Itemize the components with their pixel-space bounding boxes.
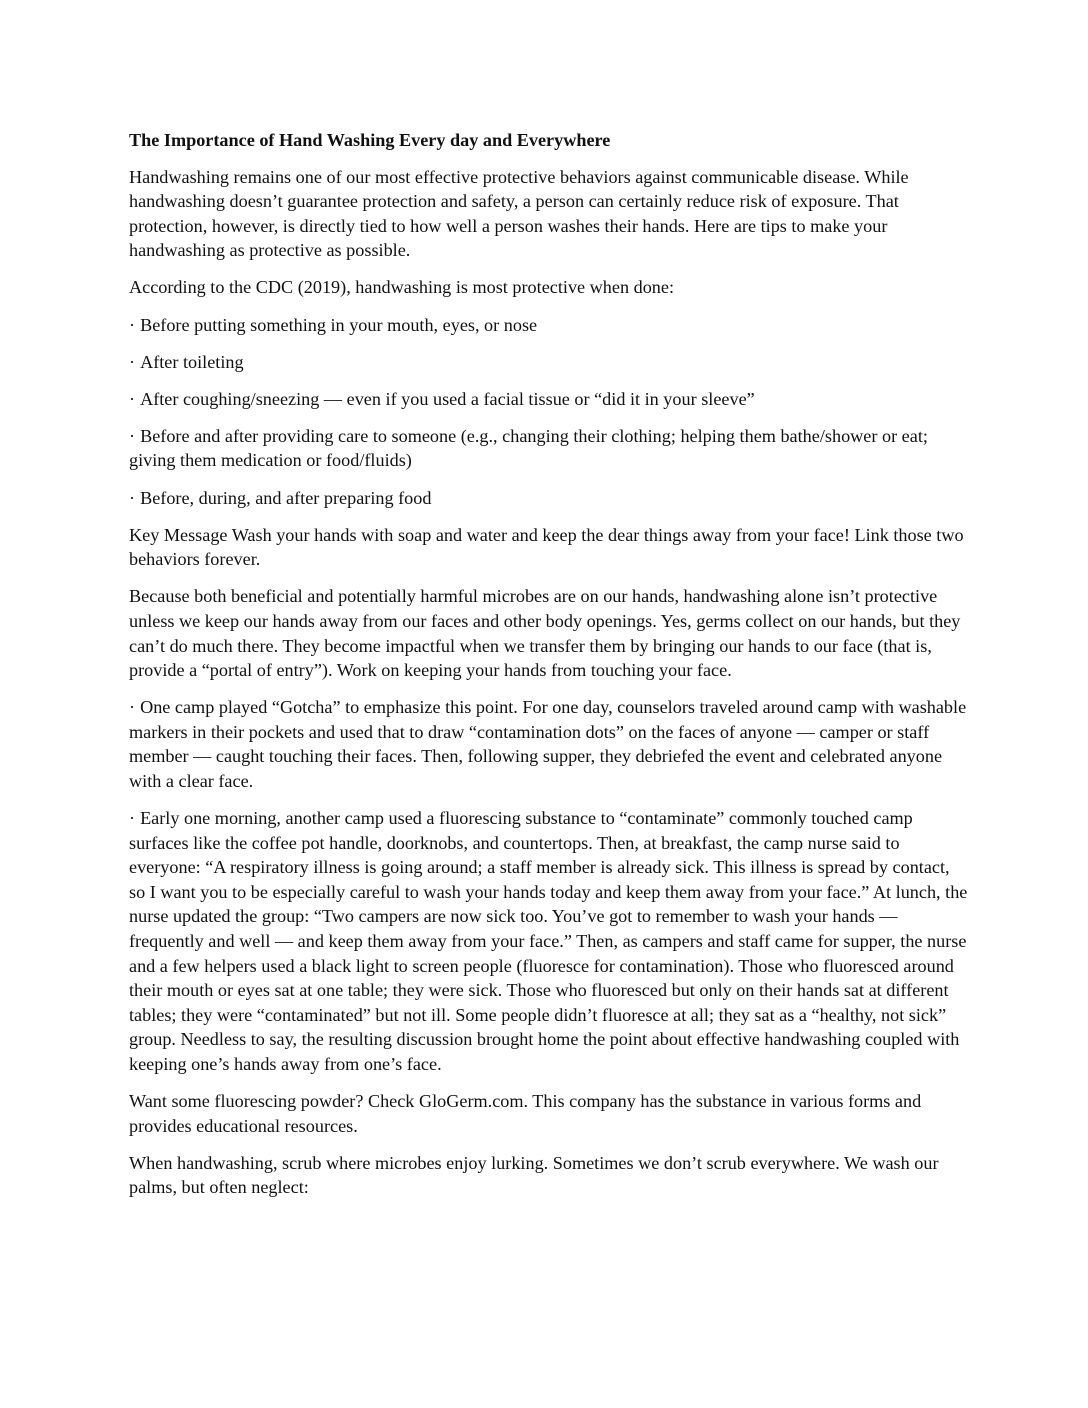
- bullet-marker: ·: [129, 487, 136, 508]
- cdc-bullet-text: After toileting: [140, 351, 244, 372]
- bullet-marker: ·: [129, 351, 136, 372]
- bullet-marker: ·: [129, 388, 136, 409]
- scrub-paragraph: When handwashing, scrub where microbes enjoy lurking. Sometimes we don’t scrub everywhere. We wash our palms, but often neglect:: [129, 1152, 939, 1198]
- cdc-bullet-text: After coughing/sneezing — even if you used a facial tissue or “did it in your sleeve”: [140, 388, 755, 409]
- intro-paragraph: Handwashing remains one of our most effective protective behaviors against communicable disease. While handwashing doesn’t guarantee protection and safety, a person can certainly reduce risk of exposure. That protection, however, is directly tied to how well a person washes their hands. Here are tips to make your handwashing as protective as possible.: [129, 166, 909, 261]
- powder-paragraph: Want some fluorescing powder? Check GloGerm.com. This company has the substance in various forms and provides educational resources.: [129, 1091, 922, 1136]
- cdc-bullet-text: Before, during, and after preparing food: [140, 487, 432, 508]
- bullet-marker: ·: [129, 808, 136, 829]
- document-page: [129, 128, 969, 1212]
- cdc-bullet-item: [129, 486, 969, 511]
- cdc-bullet-item: [129, 313, 969, 338]
- cdc-bullet-item: [129, 424, 969, 473]
- camp-bullet-text: One camp played “Gotcha” to emphasize this point. For one day, counselors traveled around camp with washable markers in their pockets and used that to draw “contamination dots” on the faces of anyone — camper or staff member — caught touching their faces. Then, following supper, they debriefed the event and celebrated anyone with a clear face.: [129, 697, 967, 791]
- microbes-paragraph: Because both beneficial and potentially harmful microbes are on our hands, handwashing alone isn’t protective unless we keep our hands away from our faces and other body openings. Yes, germs collect on our hands, but they can’t do much there. They become impactful when we transfer them by bringing our hands to our face (that is, provide a “portal of entry”). Work on keeping your hands from touching your face.: [129, 586, 961, 681]
- document-title: The Importance of Hand Washing Every day and Everywhere: [129, 130, 611, 150]
- camp-bullet-text: Early one morning, another camp used a fluorescing substance to “contaminate” commonly touched camp surfaces like the coffee pot handle, doorknobs, and countertops. Then, at breakfast, the camp nurse said to everyone: “A respiratory illness is going around; a staff member is already sick. This illness is spread by contact, so I want you to be especially careful to wash your hands today and keep them away from your face.” At lunch, the nurse updated the group: “Two campers are now sick too. You’ve got to remember to wash your hands — frequently and well — and keep them away from your face.” Then, as campers and staff came for supper, the nurse and a few helpers used a black light to screen people (fluoresce for contamination). Those who fluoresced around their mouth or eyes sat at one table; they were sick. Those who fluoresced but only on their hands sat at different tables; they were “contaminated” but not ill. Some people didn’t fluoresce at all; they sat as a “healthy, not sick” group. Needless to say, the resulting discussion brought home the point about effective handwashing coupled with keeping one’s hands away from one’s face.: [129, 808, 968, 1074]
- bullet-marker: ·: [129, 314, 136, 335]
- bullet-marker: ·: [129, 425, 136, 446]
- cdc-bullet-item: [129, 387, 969, 412]
- key-message-paragraph: Key Message Wash your hands with soap and water and keep the dear things away from your face! Link those two behaviors forever.: [129, 524, 964, 570]
- camp-bullet-item: [129, 695, 969, 793]
- bullet-marker: ·: [129, 697, 136, 718]
- cdc-bullet-text: Before putting something in your mouth, eyes, or nose: [140, 314, 538, 335]
- cdc-lead-paragraph: According to the CDC (2019), handwashing is most protective when done:: [129, 277, 675, 298]
- cdc-bullet-item: [129, 350, 969, 375]
- camp-bullet-item: [129, 806, 969, 1077]
- cdc-bullet-text: Before and after providing care to someone (e.g., changing their clothing; helping them bathe/shower or eat; giving them medication or food/fluids): [129, 425, 928, 471]
